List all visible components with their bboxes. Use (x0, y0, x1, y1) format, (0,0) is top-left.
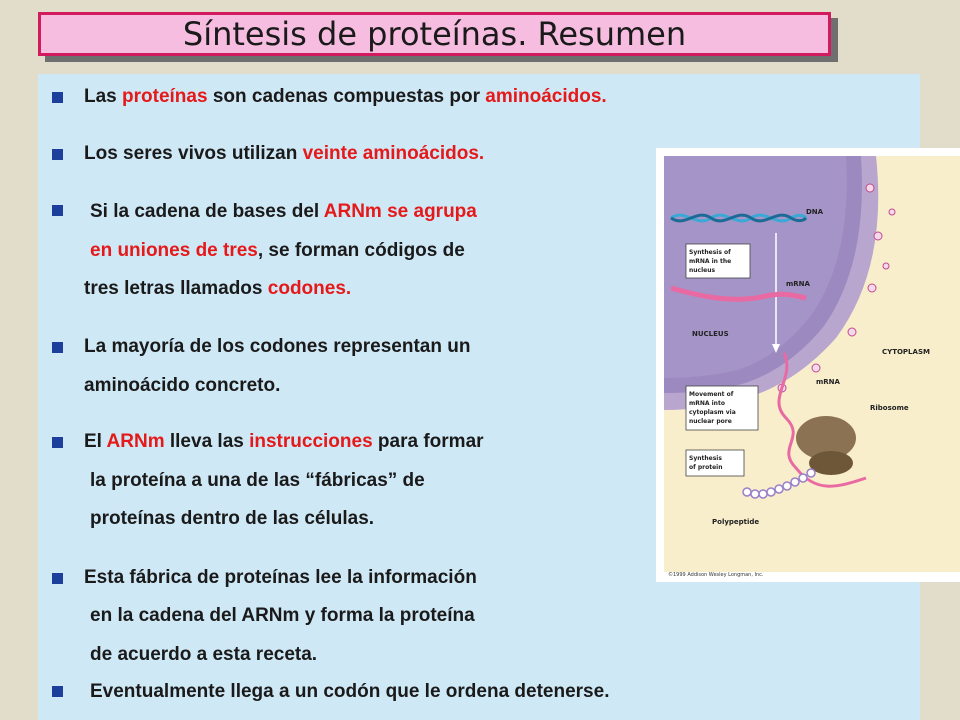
label-dna: DNA (806, 208, 824, 216)
bullet-text-segment: La mayoría de los codones representan un (84, 336, 471, 357)
bullet-3-line-1 (90, 201, 477, 223)
label-mrna-top: mRNA (786, 280, 810, 288)
bullet-text-segment: , se forman códigos de (257, 240, 465, 261)
protein-synthesis-figure (656, 148, 960, 582)
highlighted-term: codones. (267, 278, 352, 299)
highlighted-term: en uniones de tres (90, 240, 258, 261)
bullet-5-line-1 (84, 431, 484, 453)
label-box-synthesis-protein (686, 450, 744, 476)
bullet-5-line-2 (90, 470, 425, 492)
bullet-6-line-2 (90, 605, 475, 627)
bullet-text-segment: proteínas dentro de las células. (90, 508, 375, 529)
bullet-marker (52, 573, 63, 584)
highlighted-term: proteínas (122, 86, 208, 107)
bullet-marker (52, 342, 63, 353)
bullet-text-segment: Si la cadena de bases del (90, 201, 324, 222)
highlighted-term: ARNm (106, 431, 165, 452)
bullet-text-segment: en la cadena del ARNm y forma la proteína (90, 605, 475, 626)
bullet-2-line-1 (84, 143, 484, 165)
bullet-4-line-1 (84, 336, 470, 358)
bullet-6-line-1 (84, 567, 477, 589)
highlighted-term: aminoácidos. (485, 86, 607, 107)
bullet-text-segment: son cadenas compuestas por (207, 86, 486, 107)
bullet-7-line-1 (90, 681, 609, 703)
bullet-marker (52, 686, 63, 697)
bullet-text-segment: para formar (372, 431, 484, 452)
bullet-text-segment: de acuerdo a esta receta. (90, 644, 318, 665)
label-synthesis-mrna: Synthesis of mRNA in the nucleus (689, 249, 732, 274)
label-cytoplasm: CYTOPLASM (882, 348, 930, 356)
label-ribosome: Ribosome (870, 404, 909, 412)
label-nucleus: NUCLEUS (692, 330, 729, 338)
bullet-marker (52, 205, 63, 216)
bullet-text-segment: El (84, 431, 107, 452)
bullet-3-line-3 (84, 278, 351, 300)
bullet-1-line-1 (84, 86, 607, 108)
highlighted-term: veinte aminoácidos. (302, 143, 485, 164)
bullet-text-segment: lleva las (164, 431, 250, 452)
label-polypeptide: Polypeptide (712, 518, 760, 526)
highlighted-term: instrucciones (249, 431, 373, 452)
bullet-text-segment: Las (84, 86, 123, 107)
bullet-3-line-2 (90, 240, 465, 262)
copyright-notice: ©1999 Addison Wesley Longman, Inc. (668, 572, 764, 578)
slide-title: Síntesis de proteínas. Resumen (182, 15, 687, 53)
bullet-4-line-2 (84, 375, 280, 397)
bullet-text-segment: aminoácido concreto. (84, 375, 281, 396)
bullet-text-segment: la proteína a una de las “fábricas” de (90, 470, 425, 491)
bullet-marker (52, 149, 63, 160)
label-synthesis-protein: Synthesis of protein (689, 455, 723, 471)
figure-illustration (656, 148, 960, 582)
bullet-text-segment: Los seres vivos utilizan (84, 143, 303, 164)
label-movement: Movement of mRNA into cytoplasm via nuclear pore (689, 391, 736, 425)
label-mrna-bottom: mRNA (816, 378, 840, 386)
bullet-6-line-3 (90, 644, 317, 666)
title-banner (38, 12, 831, 56)
bullet-text-segment: Eventualmente llega a un codón que le ordena detenerse. (90, 681, 610, 702)
bullet-marker (52, 92, 63, 103)
bullet-5-line-3 (90, 508, 374, 530)
ribosome-small (809, 451, 853, 475)
bullet-text-segment: Esta fábrica de proteínas lee la información (84, 567, 477, 588)
highlighted-term: ARNm se agrupa (323, 201, 477, 222)
bullet-text-segment: tres letras llamados (84, 278, 268, 299)
bullet-marker (52, 437, 63, 448)
